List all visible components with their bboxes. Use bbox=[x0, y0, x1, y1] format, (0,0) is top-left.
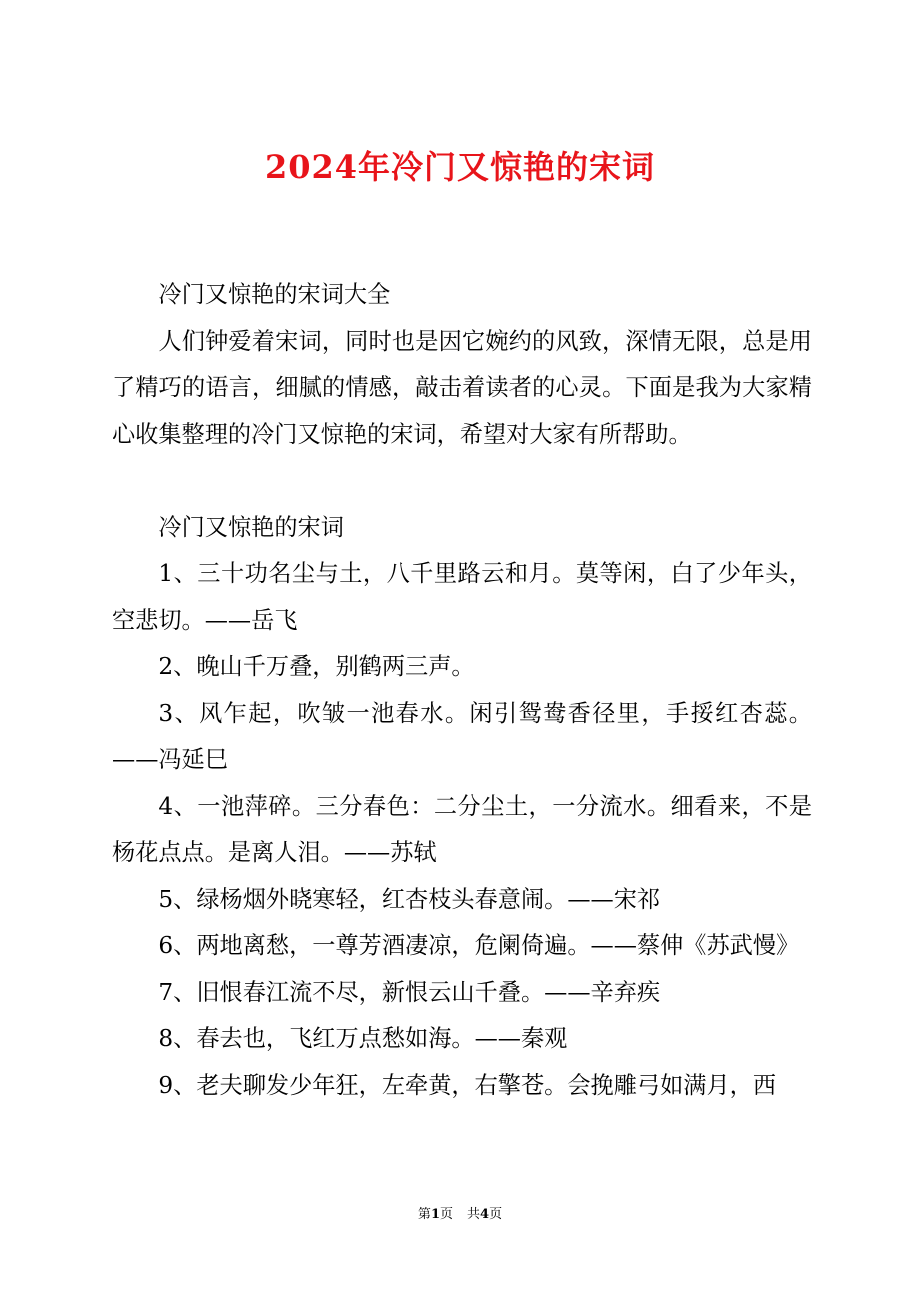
poem-line: 8、春去也，飞红万点愁如海。——秦观 bbox=[158, 1025, 568, 1052]
page-total: 4 bbox=[480, 1207, 490, 1222]
poem-line: 9、老夫聊发少年狂，左牵黄，右擎苍。会挽雕弓如满月，西 bbox=[158, 1071, 777, 1099]
poem-line: 6、两地离愁，一尊芳酒凄凉，危阑倚遍。——蔡伸《苏武慢》 bbox=[158, 932, 800, 959]
poem-line: 1、三十功名尘与土，八千里路云和月。莫等闲，白了少年头，空悲切。——岳飞 bbox=[112, 560, 812, 634]
poem-line: 3、风乍起，吹皱一池春水。闲引鸳鸯香径里，手挼红杏蕊。——冯延巳 bbox=[112, 699, 812, 773]
poem-line: 5、绿杨烟外晓寒轻，红杏枝头春意闹。——宋祁 bbox=[158, 885, 661, 913]
page-footer bbox=[0, 1200, 920, 1230]
section-heading: 冷门又惊艳的宋词大全 bbox=[158, 281, 391, 308]
poem-line: 4、一池萍碎。三分春色：二分尘土，一分流水。细看来，不是杨花点点。是离人泪。——苏轼 bbox=[112, 792, 812, 866]
page-unit: 页 bbox=[439, 1207, 453, 1222]
section-heading: 冷门又惊艳的宋词 bbox=[158, 513, 344, 541]
page-current: 1 bbox=[430, 1207, 440, 1222]
poem-line: 2、晚山千万叠，别鹤两三声。 bbox=[158, 653, 475, 680]
intro-paragraph: 人们钟爱着宋词，同时也是因它婉约的风致，深情无限，总是用了精巧的语言，细腻的情感，敲击着读者的心灵。下面是我为大家精心收集整理的冷门又惊艳的宋词，希望对大家有所帮助。 bbox=[112, 327, 812, 448]
poem-line: 7、旧恨春江流不尽，新恨云山千叠。——辛弃疾 bbox=[158, 978, 661, 1006]
document-body bbox=[112, 272, 812, 1109]
document-title: 2024年冷门又惊艳的宋词 bbox=[264, 148, 656, 186]
total-unit: 页 bbox=[489, 1207, 503, 1222]
page-prefix: 第 bbox=[417, 1207, 431, 1222]
total-prefix: 共 bbox=[467, 1207, 481, 1222]
